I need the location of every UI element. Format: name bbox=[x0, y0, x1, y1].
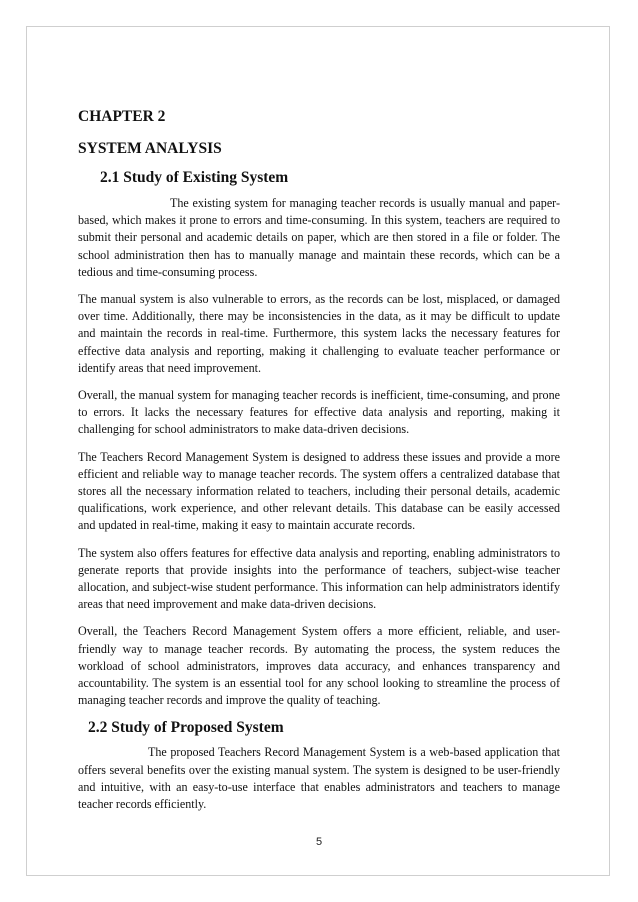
chapter-label: CHAPTER 2 bbox=[78, 108, 166, 125]
paragraph: The proposed Teachers Record Management System is a web-based application that offers several benefits over the existing manual system. The system is designed to be user-friendly and intuitive, with an easy-to-use interface that enables administrators and teachers to manage teacher records efficiently. bbox=[78, 745, 560, 812]
paragraph: Overall, the Teachers Record Management System offers a more efficient, reliable, and user-friendly way to manage teacher records. By automating the process, the system reduces the workload of school administrators, improves data accuracy, and enhances transparency and accountability. The system is an essential tool for any school looking to streamline the process of managing teacher records and improve the quality of teaching. bbox=[78, 624, 560, 708]
page-number: 5 bbox=[315, 836, 323, 848]
paragraph: Overall, the manual system for managing teacher records is inefficient, time-consuming, and prone to errors. It lacks the necessary features for effective data analysis and reporting, making it challenging for school administrators to make data-driven decisions. bbox=[78, 388, 560, 437]
section-heading-existing-system: 2.1 Study of Existing System bbox=[100, 169, 289, 186]
section-heading-proposed-system: 2.2 Study of Proposed System bbox=[88, 719, 284, 737]
document-body bbox=[78, 108, 560, 823]
paragraph: The existing system for managing teacher records is usually manual and paper-based, which makes it prone to errors and time-consuming. In this system, teachers are required to submit their personal and academic details on paper, which are then stored in a file or folder. The school administration then has to manually manage and maintain these records, which can be a tedious and time-consuming process. bbox=[78, 196, 560, 279]
paragraph: The system also offers features for effective data analysis and reporting, enabling administrators to generate reports that provide insights into the performance of teachers, subject-wise teacher allocation, and subject-wise student performance. This information can help administrators identify areas that need improvement and make data-driven decisions. bbox=[78, 545, 560, 612]
paragraph: The manual system is also vulnerable to errors, as the records can be lost, misplaced, or damaged over time. Additionally, there may be inconsistencies in the data, as it may be difficult to update and maintain the records in real-time. Furthermore, this system lacks the necessary features for effective data analysis and reporting, making it challenging to evaluate teacher performance or identify areas that need improvement. bbox=[78, 292, 560, 375]
paragraph: The Teachers Record Management System is designed to address these issues and provide a more efficient and reliable way to manage teacher records. The system offers a centralized database that stores all the necessary information related to teachers, including their personal details, academic qualifications, work experience, and other relevant details. This database can be easily accessed and updated in real-time, making it easy to maintain accurate records. bbox=[78, 449, 560, 533]
chapter-title: SYSTEM ANALYSIS bbox=[78, 140, 222, 157]
